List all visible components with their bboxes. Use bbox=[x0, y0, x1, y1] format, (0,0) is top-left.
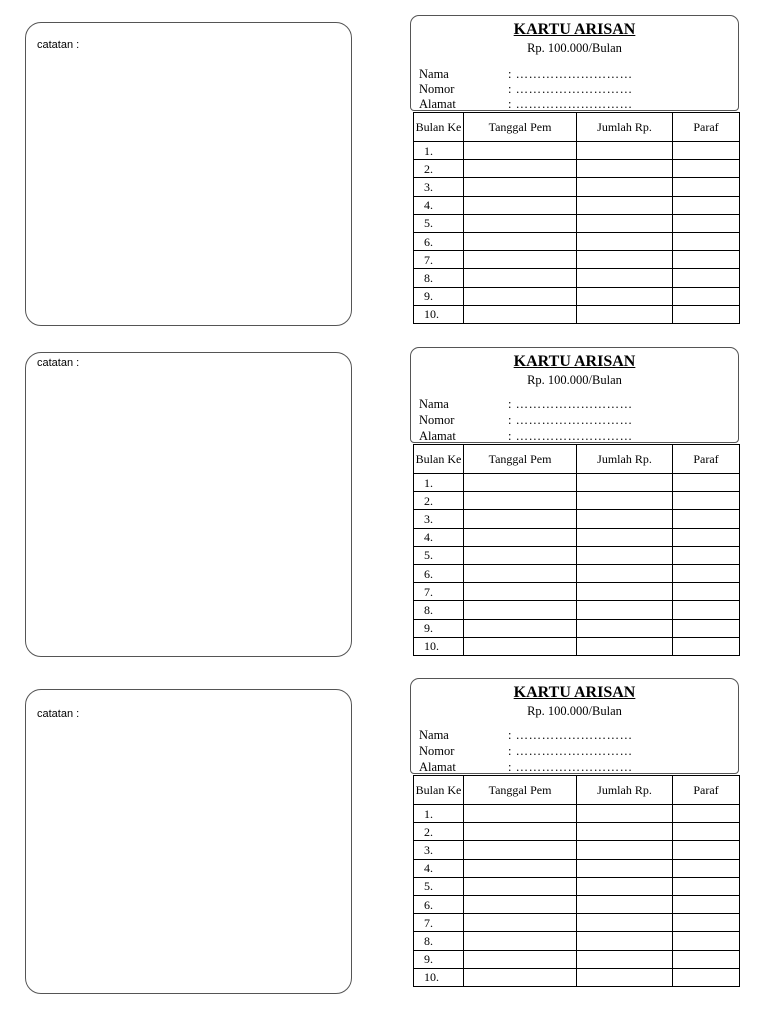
col-paraf: Paraf bbox=[673, 776, 740, 805]
field-label-nama: Nama bbox=[419, 67, 449, 81]
table-row bbox=[414, 546, 740, 564]
cell-jumlah[interactable] bbox=[577, 510, 673, 528]
field-label-nama: Nama bbox=[419, 728, 449, 742]
table-row bbox=[414, 474, 740, 492]
table-row bbox=[414, 583, 740, 601]
cell-paraf[interactable] bbox=[673, 564, 740, 582]
cell-jumlah[interactable] bbox=[577, 196, 673, 214]
table-row bbox=[414, 214, 740, 232]
field-label-alamat: Alamat bbox=[419, 97, 456, 111]
card-header bbox=[410, 347, 739, 443]
row-number: 3. bbox=[414, 841, 464, 859]
table-row bbox=[414, 950, 740, 968]
cell-paraf[interactable] bbox=[673, 287, 740, 305]
row-number: 3. bbox=[414, 510, 464, 528]
field-label-nomor: Nomor bbox=[419, 82, 455, 96]
row-number: 10. bbox=[414, 305, 464, 323]
table-row bbox=[414, 178, 740, 196]
cell-tanggal[interactable] bbox=[464, 805, 577, 823]
cell-jumlah[interactable] bbox=[577, 619, 673, 637]
row-number: 10. bbox=[414, 968, 464, 986]
table-header-row bbox=[414, 776, 740, 805]
cell-tanggal[interactable] bbox=[464, 564, 577, 582]
table-row bbox=[414, 619, 740, 637]
table-row bbox=[414, 160, 740, 178]
table-row bbox=[414, 877, 740, 895]
row-number: 2. bbox=[414, 160, 464, 178]
row-number: 3. bbox=[414, 178, 464, 196]
cell-jumlah[interactable] bbox=[577, 841, 673, 859]
cell-tanggal[interactable] bbox=[464, 528, 577, 546]
cell-paraf[interactable] bbox=[673, 583, 740, 601]
cell-paraf[interactable] bbox=[673, 823, 740, 841]
field-label-nomor: Nomor bbox=[419, 413, 455, 427]
col-paraf: Paraf bbox=[673, 445, 740, 474]
cell-tanggal[interactable] bbox=[464, 232, 577, 250]
cell-jumlah[interactable] bbox=[577, 142, 673, 160]
card-subtitle: Rp. 100.000/Bulan bbox=[527, 373, 622, 387]
arisan-card-3 bbox=[410, 678, 739, 985]
cell-tanggal[interactable] bbox=[464, 251, 577, 269]
cell-jumlah[interactable] bbox=[577, 637, 673, 655]
cell-jumlah[interactable] bbox=[577, 805, 673, 823]
cell-tanggal[interactable] bbox=[464, 214, 577, 232]
cell-paraf[interactable] bbox=[673, 196, 740, 214]
cell-tanggal[interactable] bbox=[464, 196, 577, 214]
table-row bbox=[414, 510, 740, 528]
col-bulan-ke: Bulan Ke bbox=[414, 113, 464, 142]
table-header-row bbox=[414, 445, 740, 474]
cell-jumlah[interactable] bbox=[577, 859, 673, 877]
card-header bbox=[410, 678, 739, 774]
cell-jumlah[interactable] bbox=[577, 251, 673, 269]
cell-paraf[interactable] bbox=[673, 510, 740, 528]
row-number: 7. bbox=[414, 914, 464, 932]
table-row bbox=[414, 968, 740, 986]
row-number: 7. bbox=[414, 583, 464, 601]
row-number: 7. bbox=[414, 251, 464, 269]
row-number: 1. bbox=[414, 474, 464, 492]
cell-jumlah[interactable] bbox=[577, 232, 673, 250]
field-label-nama: Nama bbox=[419, 397, 449, 411]
cell-paraf[interactable] bbox=[673, 841, 740, 859]
cell-tanggal[interactable] bbox=[464, 895, 577, 913]
cell-jumlah[interactable] bbox=[577, 914, 673, 932]
cell-jumlah[interactable] bbox=[577, 546, 673, 564]
row-number: 5. bbox=[414, 877, 464, 895]
col-bulan-ke: Bulan Ke bbox=[414, 776, 464, 805]
cell-tanggal[interactable] bbox=[464, 841, 577, 859]
note-box-3 bbox=[25, 689, 352, 994]
cell-jumlah[interactable] bbox=[577, 528, 673, 546]
note-box-1 bbox=[25, 22, 352, 326]
field-value-alamat: : ……………………… bbox=[508, 760, 633, 774]
col-tanggal: Tanggal Pem bbox=[464, 776, 577, 805]
cell-tanggal[interactable] bbox=[464, 510, 577, 528]
col-bulan-ke: Bulan Ke bbox=[414, 445, 464, 474]
cell-jumlah[interactable] bbox=[577, 214, 673, 232]
field-value-nama: : ……………………… bbox=[508, 67, 633, 81]
table-row bbox=[414, 859, 740, 877]
table-row bbox=[414, 914, 740, 932]
row-number: 8. bbox=[414, 269, 464, 287]
row-number: 6. bbox=[414, 232, 464, 250]
payment-table bbox=[413, 444, 740, 656]
note-label: catatan : bbox=[37, 708, 80, 720]
cell-tanggal[interactable] bbox=[464, 305, 577, 323]
cell-tanggal[interactable] bbox=[464, 637, 577, 655]
col-tanggal: Tanggal Pem bbox=[464, 445, 577, 474]
cell-tanggal[interactable] bbox=[464, 160, 577, 178]
cell-paraf[interactable] bbox=[673, 805, 740, 823]
cell-jumlah[interactable] bbox=[577, 950, 673, 968]
table-row bbox=[414, 823, 740, 841]
cell-tanggal[interactable] bbox=[464, 546, 577, 564]
cell-jumlah[interactable] bbox=[577, 932, 673, 950]
table-row bbox=[414, 269, 740, 287]
cell-jumlah[interactable] bbox=[577, 895, 673, 913]
cell-tanggal[interactable] bbox=[464, 178, 577, 196]
row-number: 9. bbox=[414, 287, 464, 305]
cell-jumlah[interactable] bbox=[577, 305, 673, 323]
field-value-nama: : ……………………… bbox=[508, 728, 633, 742]
row-number: 6. bbox=[414, 564, 464, 582]
cell-tanggal[interactable] bbox=[464, 932, 577, 950]
table-row bbox=[414, 895, 740, 913]
cell-tanggal[interactable] bbox=[464, 287, 577, 305]
cell-paraf[interactable] bbox=[673, 474, 740, 492]
row-number: 9. bbox=[414, 950, 464, 968]
note-box-2 bbox=[25, 352, 352, 657]
row-number: 4. bbox=[414, 528, 464, 546]
field-value-alamat: : ……………………… bbox=[508, 429, 633, 443]
row-number: 4. bbox=[414, 196, 464, 214]
cell-jumlah[interactable] bbox=[577, 601, 673, 619]
row-number: 8. bbox=[414, 932, 464, 950]
table-row bbox=[414, 805, 740, 823]
cell-tanggal[interactable] bbox=[464, 619, 577, 637]
col-jumlah: Jumlah Rp. bbox=[577, 445, 673, 474]
col-jumlah: Jumlah Rp. bbox=[577, 776, 673, 805]
row-number: 2. bbox=[414, 492, 464, 510]
cell-tanggal[interactable] bbox=[464, 823, 577, 841]
row-number: 9. bbox=[414, 619, 464, 637]
cell-paraf[interactable] bbox=[673, 178, 740, 196]
table-row bbox=[414, 142, 740, 160]
cell-paraf[interactable] bbox=[673, 305, 740, 323]
field-value-nama: : ……………………… bbox=[508, 397, 633, 411]
field-label-alamat: Alamat bbox=[419, 760, 456, 774]
row-number: 10. bbox=[414, 637, 464, 655]
field-value-nomor: : ……………………… bbox=[508, 82, 633, 96]
card-title: KARTU ARISAN bbox=[513, 353, 636, 370]
cell-jumlah[interactable] bbox=[577, 269, 673, 287]
cell-jumlah[interactable] bbox=[577, 492, 673, 510]
row-number: 1. bbox=[414, 805, 464, 823]
table-row bbox=[414, 601, 740, 619]
table-header-row bbox=[414, 113, 740, 142]
card-header bbox=[410, 15, 739, 111]
cell-paraf[interactable] bbox=[673, 214, 740, 232]
col-tanggal: Tanggal Pem bbox=[464, 113, 577, 142]
col-jumlah: Jumlah Rp. bbox=[577, 113, 673, 142]
cell-paraf[interactable] bbox=[673, 160, 740, 178]
table-row bbox=[414, 305, 740, 323]
cell-tanggal[interactable] bbox=[464, 492, 577, 510]
table-row bbox=[414, 841, 740, 859]
table-row bbox=[414, 287, 740, 305]
cell-jumlah[interactable] bbox=[577, 474, 673, 492]
payment-table bbox=[413, 112, 740, 324]
row-number: 2. bbox=[414, 823, 464, 841]
cell-jumlah[interactable] bbox=[577, 178, 673, 196]
cell-tanggal[interactable] bbox=[464, 601, 577, 619]
cell-paraf[interactable] bbox=[673, 637, 740, 655]
cell-tanggal[interactable] bbox=[464, 950, 577, 968]
cell-tanggal[interactable] bbox=[464, 877, 577, 895]
table-row bbox=[414, 637, 740, 655]
table-row bbox=[414, 196, 740, 214]
cell-paraf[interactable] bbox=[673, 601, 740, 619]
cell-jumlah[interactable] bbox=[577, 968, 673, 986]
cell-jumlah[interactable] bbox=[577, 287, 673, 305]
row-number: 4. bbox=[414, 859, 464, 877]
card-title: KARTU ARISAN bbox=[513, 21, 636, 38]
cell-paraf[interactable] bbox=[673, 546, 740, 564]
table-row bbox=[414, 232, 740, 250]
row-number: 6. bbox=[414, 895, 464, 913]
cell-paraf[interactable] bbox=[673, 968, 740, 986]
table-row bbox=[414, 932, 740, 950]
row-number: 8. bbox=[414, 601, 464, 619]
cell-tanggal[interactable] bbox=[464, 859, 577, 877]
cell-paraf[interactable] bbox=[673, 877, 740, 895]
row-number: 5. bbox=[414, 214, 464, 232]
field-value-alamat: : ……………………… bbox=[508, 97, 633, 111]
card-subtitle: Rp. 100.000/Bulan bbox=[527, 704, 622, 718]
row-number: 1. bbox=[414, 142, 464, 160]
cell-tanggal[interactable] bbox=[464, 583, 577, 601]
cell-paraf[interactable] bbox=[673, 142, 740, 160]
row-number: 5. bbox=[414, 546, 464, 564]
cell-paraf[interactable] bbox=[673, 232, 740, 250]
cell-paraf[interactable] bbox=[673, 269, 740, 287]
cell-jumlah[interactable] bbox=[577, 564, 673, 582]
field-label-nomor: Nomor bbox=[419, 744, 455, 758]
cell-paraf[interactable] bbox=[673, 251, 740, 269]
cell-tanggal[interactable] bbox=[464, 142, 577, 160]
payment-table bbox=[413, 775, 740, 987]
table-row bbox=[414, 492, 740, 510]
cell-tanggal[interactable] bbox=[464, 914, 577, 932]
field-value-nomor: : ……………………… bbox=[508, 744, 633, 758]
cell-paraf[interactable] bbox=[673, 914, 740, 932]
cell-tanggal[interactable] bbox=[464, 474, 577, 492]
table-row bbox=[414, 564, 740, 582]
table-row bbox=[414, 528, 740, 546]
field-value-nomor: : ……………………… bbox=[508, 413, 633, 427]
table-row bbox=[414, 251, 740, 269]
cell-paraf[interactable] bbox=[673, 859, 740, 877]
card-subtitle: Rp. 100.000/Bulan bbox=[527, 41, 622, 55]
cell-jumlah[interactable] bbox=[577, 583, 673, 601]
cell-paraf[interactable] bbox=[673, 528, 740, 546]
arisan-card-2 bbox=[410, 347, 739, 654]
cell-tanggal[interactable] bbox=[464, 968, 577, 986]
field-label-alamat: Alamat bbox=[419, 429, 456, 443]
cell-paraf[interactable] bbox=[673, 950, 740, 968]
cell-tanggal[interactable] bbox=[464, 269, 577, 287]
col-paraf: Paraf bbox=[673, 113, 740, 142]
cell-jumlah[interactable] bbox=[577, 160, 673, 178]
cell-jumlah[interactable] bbox=[577, 877, 673, 895]
cell-paraf[interactable] bbox=[673, 492, 740, 510]
cell-jumlah[interactable] bbox=[577, 823, 673, 841]
card-title: KARTU ARISAN bbox=[513, 684, 636, 701]
cell-paraf[interactable] bbox=[673, 932, 740, 950]
note-label: catatan : bbox=[37, 39, 80, 51]
cell-paraf[interactable] bbox=[673, 619, 740, 637]
arisan-card-1 bbox=[410, 15, 739, 322]
note-label: catatan : bbox=[37, 357, 80, 369]
cell-paraf[interactable] bbox=[673, 895, 740, 913]
